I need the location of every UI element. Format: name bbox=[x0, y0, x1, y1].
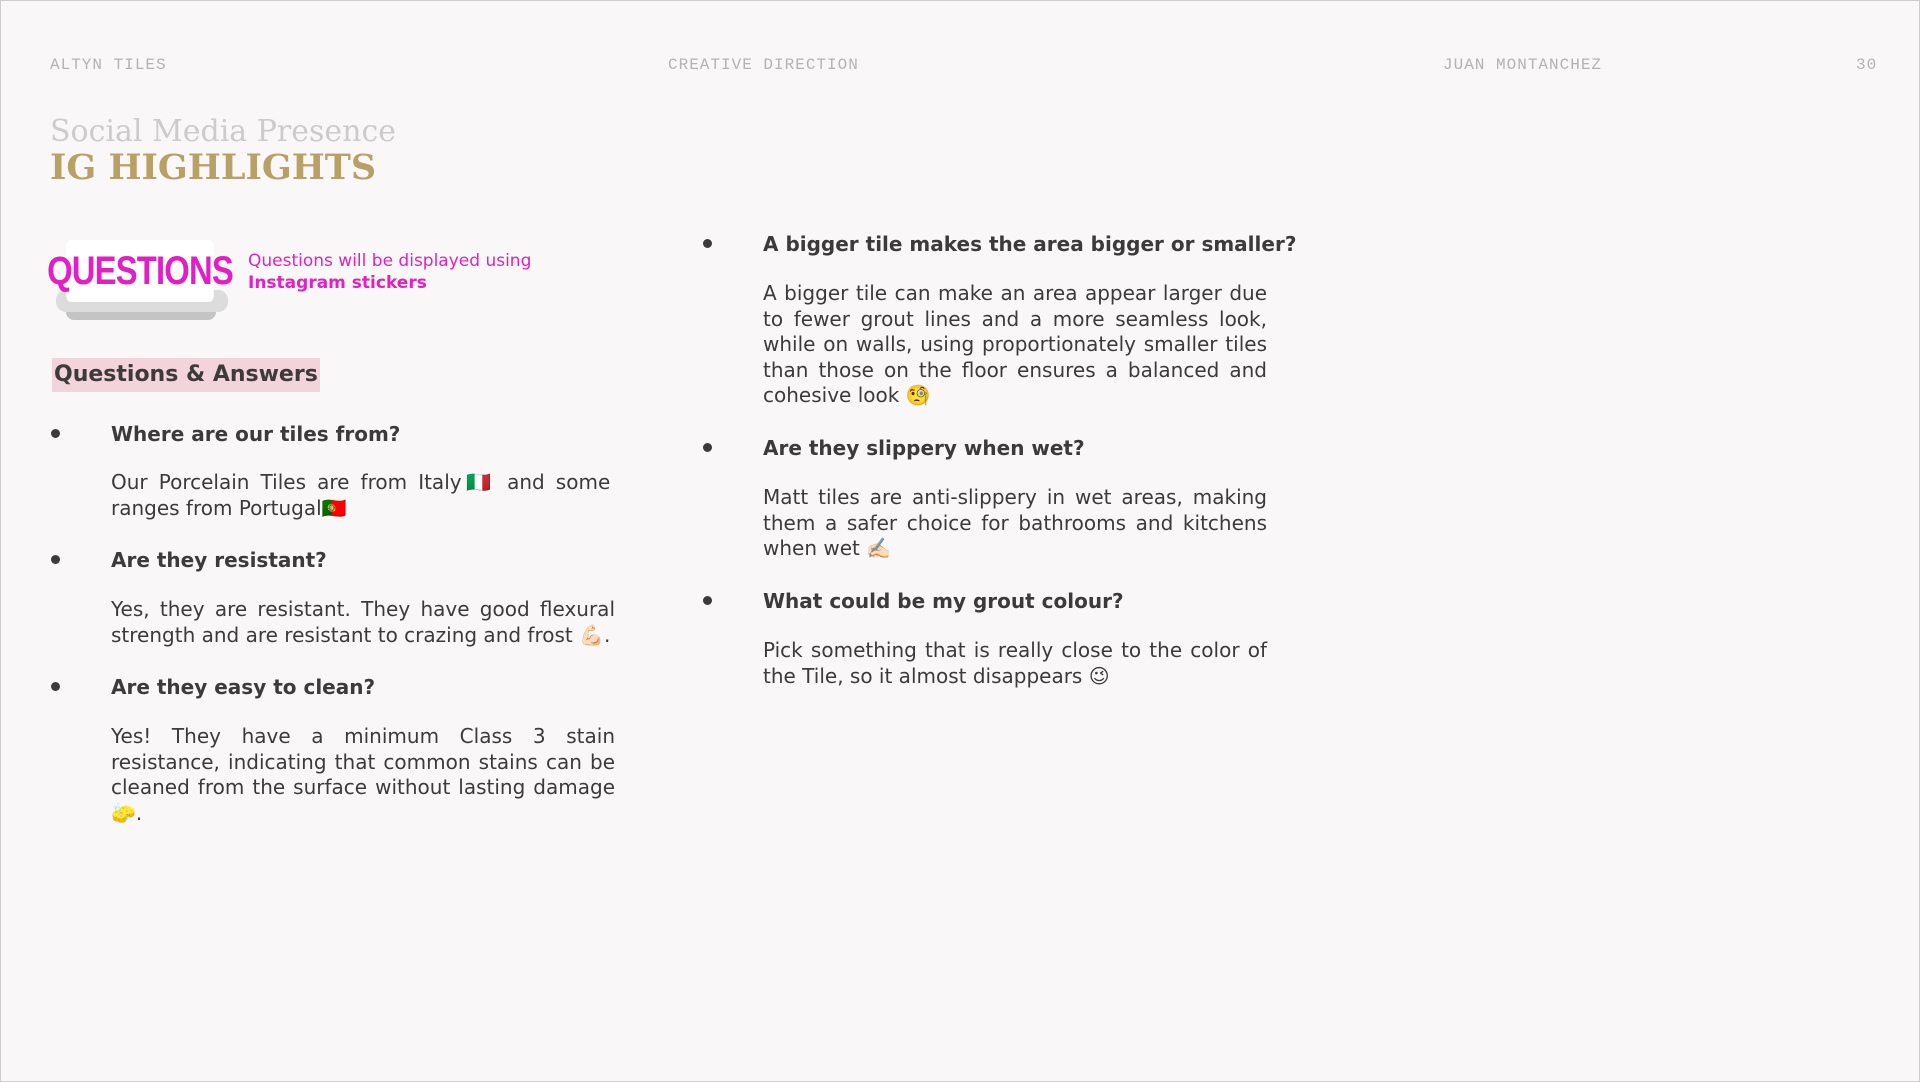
bullet-icon bbox=[51, 555, 60, 564]
header-author: JUAN MONTANCHEZ bbox=[1443, 56, 1603, 74]
answer: Yes, they are resistant. They have good flexural strength and are resistant to crazing and frost 💪🏻. bbox=[111, 597, 615, 647]
bullet-icon bbox=[51, 682, 60, 691]
sticker-note bbox=[248, 250, 628, 294]
answer: Our Porcelain Tiles are from Italy🇮🇹 and some ranges from Portugal🇵🇹 bbox=[111, 470, 611, 520]
header-section: CREATIVE DIRECTION bbox=[668, 56, 859, 74]
question: Where are our tiles from? bbox=[111, 422, 401, 446]
bullet-icon bbox=[703, 239, 712, 248]
answer: A bigger tile can make an area appear larger due to fewer grout lines and a more seamless look, while on walls, using proportionately smaller tiles than those on the floor ensures a balanced and cohesive look 🧐 bbox=[763, 281, 1267, 407]
bullet-icon bbox=[703, 443, 712, 452]
header-brand: ALTYN TILES bbox=[50, 56, 167, 74]
answer: Pick something that is really close to the color of the Tile, so it almost disappears 😉 bbox=[763, 638, 1267, 688]
page-number: 30 bbox=[1856, 56, 1878, 74]
question: Are they easy to clean? bbox=[111, 675, 376, 699]
sticker-note-text: Questions will be displayed using bbox=[248, 251, 532, 271]
question: Are they resistant? bbox=[111, 548, 327, 572]
answer: Yes! They have a minimum Class 3 stain resistance, indicating that common stains can be cleaned from the surface without lasting damage 🧽. bbox=[111, 724, 615, 825]
answer: Matt tiles are anti-slippery in wet areas, making them a safer choice for bathrooms and kitchens when wet ✍🏻 bbox=[763, 485, 1267, 560]
sticker-note-bold: Instagram stickers bbox=[248, 273, 427, 293]
bullet-icon bbox=[51, 429, 60, 438]
page-title: IG HIGHLIGHTS bbox=[50, 147, 377, 188]
qa-heading: Questions & Answers bbox=[52, 358, 320, 392]
sticker-label: QUESTIONS bbox=[66, 240, 214, 302]
question: Are they slippery when wet? bbox=[763, 436, 1085, 460]
questions-sticker bbox=[47, 240, 234, 324]
question: What could be my grout colour? bbox=[763, 589, 1124, 613]
question: A bigger tile makes the area bigger or smaller? bbox=[763, 232, 1297, 256]
page-subtitle: Social Media Presence bbox=[50, 114, 397, 149]
bullet-icon bbox=[703, 596, 712, 605]
